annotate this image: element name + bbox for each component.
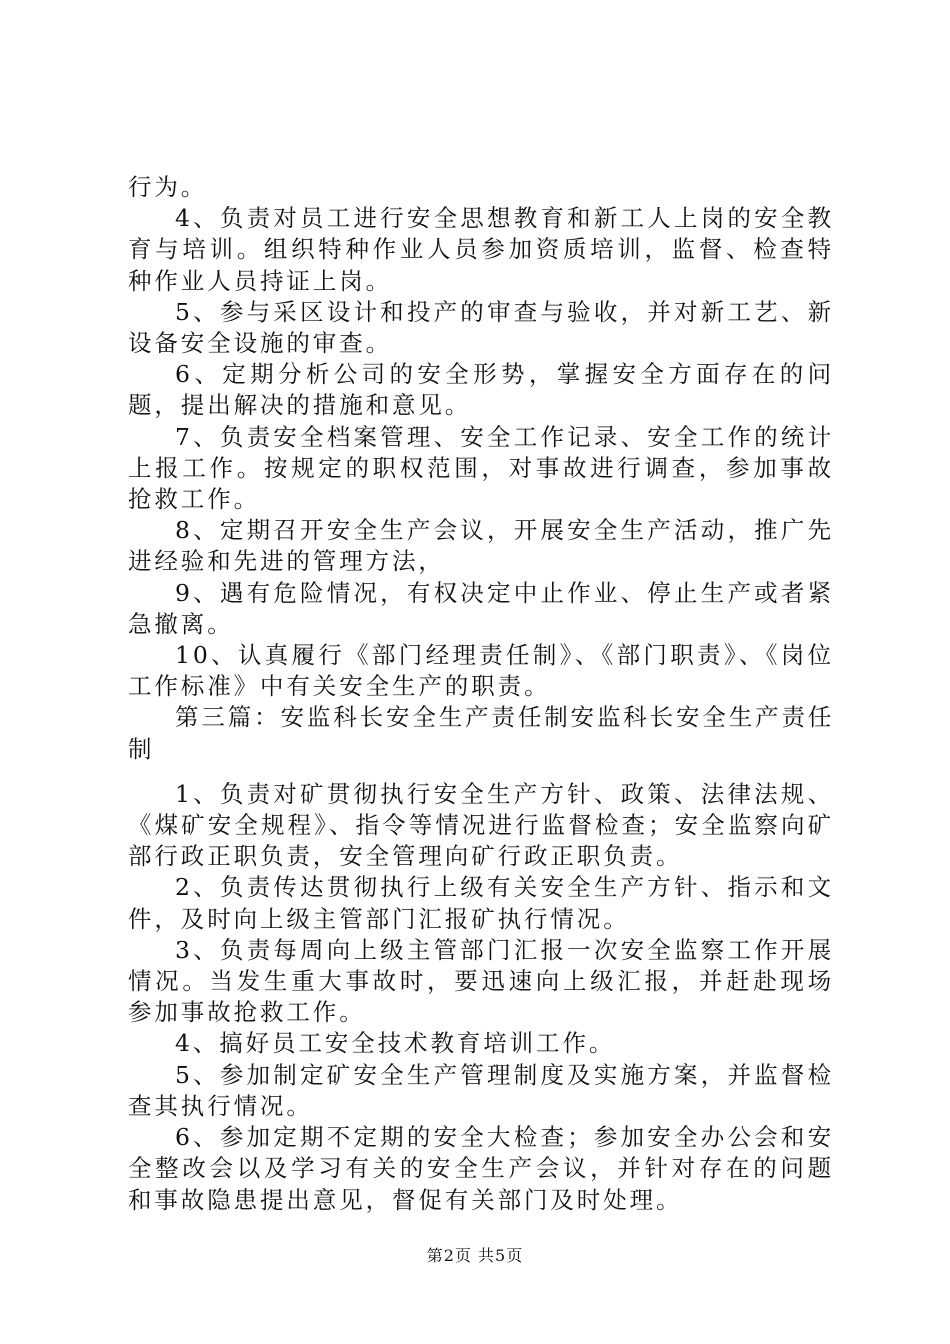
paragraph-section3-item-1: 1、负责对矿贯彻执行安全生产方针、政策、法律法规、《煤矿安全规程》、指令等情况进行监督检查；安全监察向矿部行政正职负责，安全管理向矿行政正职负责。: [128, 779, 834, 871]
section-heading: 第三篇：安监科长安全生产责任制安监科长安全生产责任制: [128, 703, 834, 763]
paragraph-section3-item-2: 2、负责传达贯彻执行上级有关安全生产方针、指示和文件，及时向上级主管部门汇报矿执行情况。: [128, 873, 834, 933]
document-body: [128, 172, 834, 1216]
paragraph-item-4: 4、负责对员工进行安全思想教育和新工人上岗的安全教育与培训。组织特种作业人员参加资质培训，监督、检查特种作业人员持证上岗。: [128, 204, 834, 295]
paragraph-item-5: 5、参与采区设计和投产的审查与验收，并对新工艺、新设备安全设施的审查。: [128, 297, 834, 358]
paragraph-item-7: 7、负责安全档案管理、安全工作记录、安全工作的统计上报工作。按规定的职权范围，对事故进行调查，参加事故抢救工作。: [128, 422, 834, 514]
paragraph-item-9: 9、遇有危险情况，有权决定中止作业、停止生产或者紧急撤离。: [128, 578, 834, 638]
paragraph-section3-item-4: 4、搞好员工安全技术教育培训工作。: [175, 1029, 616, 1058]
paragraph-item-6: 6、定期分析公司的安全形势，掌握安全方面存在的问题，提出解决的措施和意见。: [128, 360, 834, 420]
paragraph-item-8: 8、定期召开安全生产会议，开展安全生产活动，推广先进经验和先进的管理方法，: [128, 516, 834, 576]
paragraph-item-10: 10、认真履行《部门经理责任制》、《部门职责》、《岗位工作标准》中有关安全生产的职责。: [128, 641, 834, 701]
paragraph-section3-item-5: 5、参加制定矿安全生产管理制度及实施方案，并监督检查其执行情况。: [128, 1060, 834, 1120]
page-number: 第2页 共5页: [426, 1246, 524, 1265]
paragraph-section3-item-3: 3、负责每周向上级主管部门汇报一次安全监察工作开展情况。当发生重大事故时，要迅速向上级汇报，并赶赴现场参加事故抢救工作。: [128, 935, 834, 1027]
paragraph-section3-item-6: 6、参加定期不定期的安全大检查；参加安全办公会和安全整改会以及学习有关的安全生产会议，并针对存在的问题和事故隐患提出意见，督促有关部门及时处理。: [128, 1123, 834, 1214]
paragraph-continuation: 行为。: [128, 173, 208, 201]
